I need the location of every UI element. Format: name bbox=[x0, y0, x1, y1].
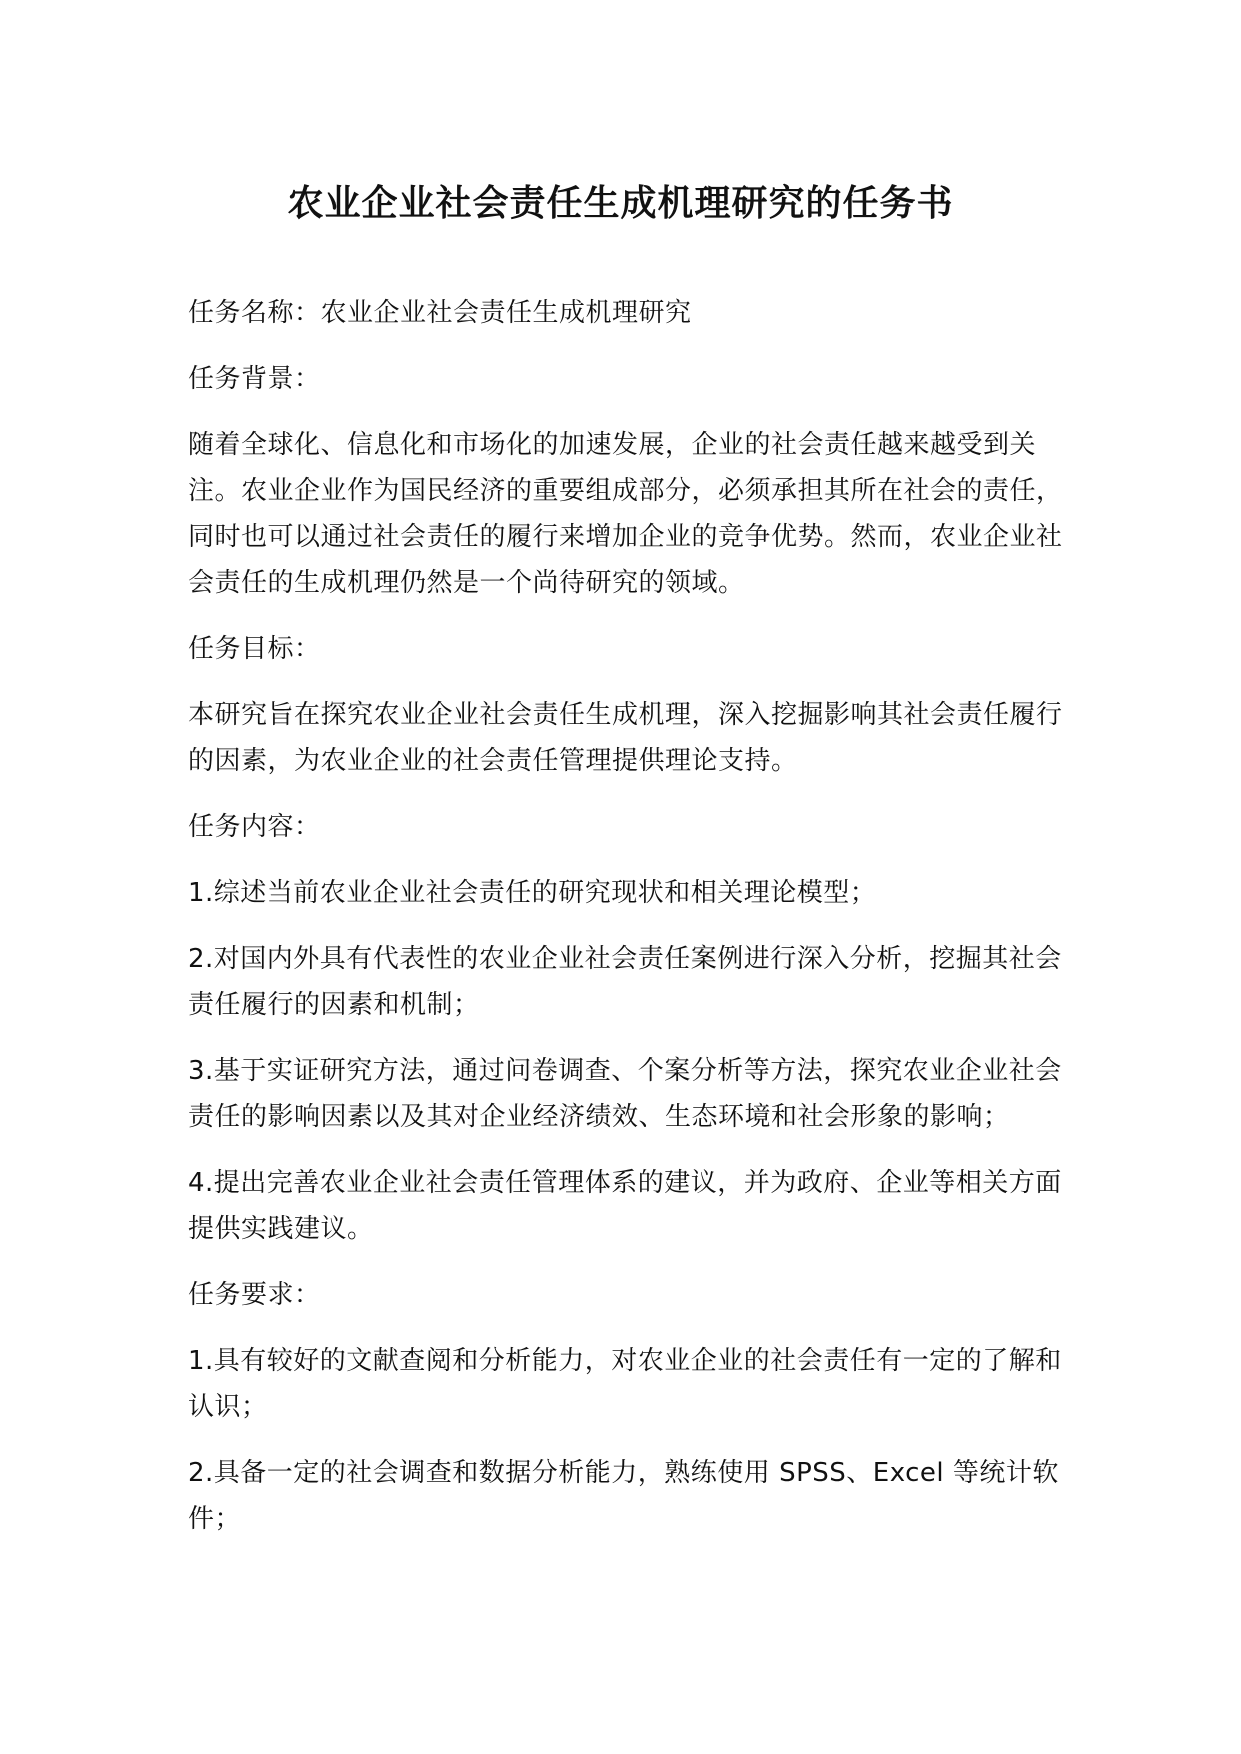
content-heading: 任务内容： bbox=[188, 812, 321, 842]
content-item: 3.基于实证研究方法，通过问卷调查、个案分析等方法，探究农业企业社会责任的影响因素以及其对企业经济绩效、生态环境和社会形象的影响； bbox=[188, 1056, 1062, 1132]
content-item: 4.提出完善农业企业社会责任管理体系的建议，并为政府、企业等相关方面提供实践建议。 bbox=[188, 1168, 1062, 1244]
background-paragraph: 随着全球化、信息化和市场化的加速发展，企业的社会责任越来越受到关注。农业企业作为国民经济的重要组成部分，必须承担其所在社会的责任，同时也可以通过社会责任的履行来增加企业的竞争优势。然而，农业企业社会责任的生成机理仍然是一个尚待研究的领域。 bbox=[188, 430, 1063, 598]
content-item: 2.对国内外具有代表性的农业企业社会责任案例进行深入分析，挖掘其社会责任履行的因素和机制； bbox=[188, 944, 1062, 1020]
objective-paragraph: 本研究旨在探究农业企业社会责任生成机理，深入挖掘影响其社会责任履行的因素，为农业企业的社会责任管理提供理论支持。 bbox=[188, 700, 1063, 776]
requirements-heading: 任务要求： bbox=[188, 1280, 321, 1310]
requirement-item: 2.具备一定的社会调查和数据分析能力，熟练使用 SPSS、Excel 等统计软件； bbox=[188, 1458, 1059, 1534]
document-title: 农业企业社会责任生成机理研究的任务书 bbox=[287, 183, 954, 224]
background-heading: 任务背景： bbox=[188, 364, 321, 394]
content-item: 1.综述当前农业企业社会责任的研究现状和相关理论模型； bbox=[188, 878, 877, 908]
requirement-item: 1.具有较好的文献查阅和分析能力，对农业企业的社会责任有一定的了解和认识； bbox=[188, 1346, 1062, 1422]
objective-heading: 任务目标： bbox=[188, 634, 321, 664]
document-body bbox=[188, 290, 1068, 1562]
task-name-line: 任务名称：农业企业社会责任生成机理研究 bbox=[188, 298, 692, 328]
